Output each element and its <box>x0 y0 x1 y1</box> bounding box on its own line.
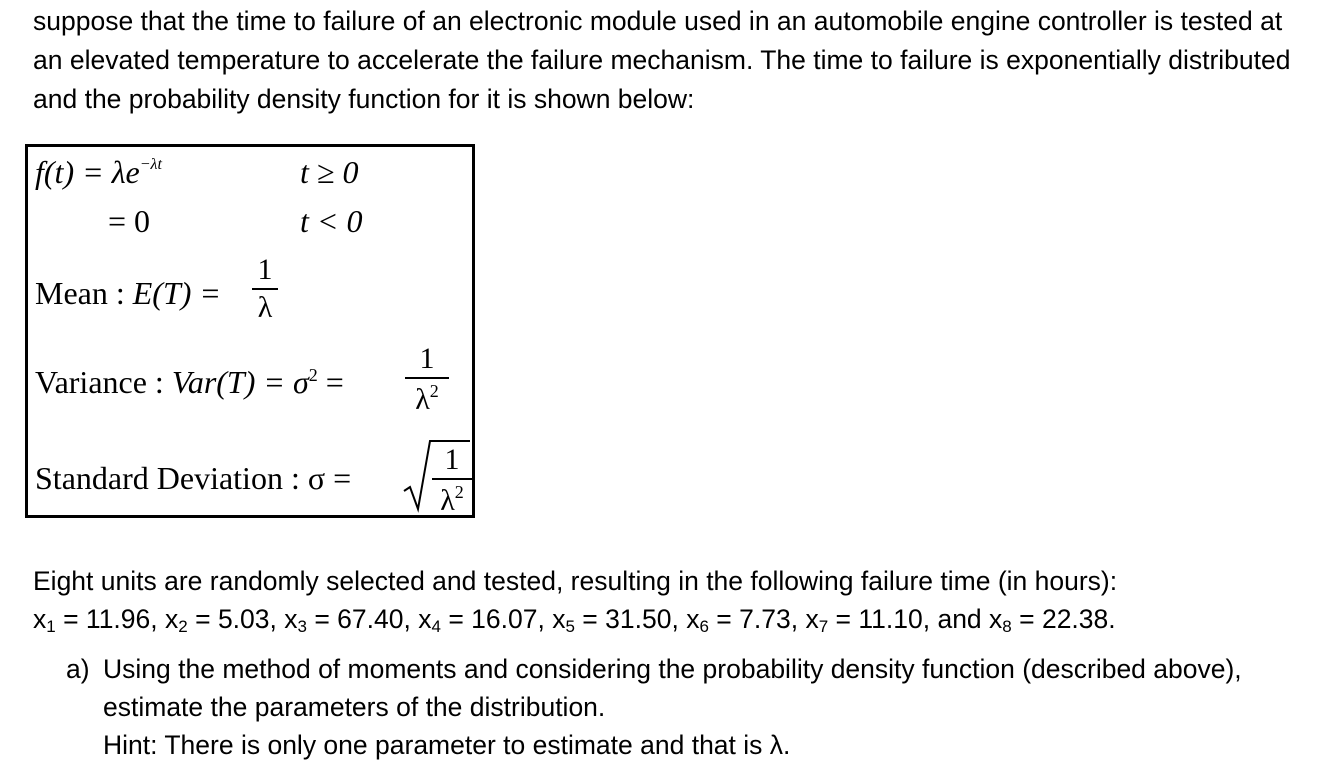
data-intro: Eight units are randomly selected and tested, resulting in the following failure time (in hours): <box>33 566 1118 596</box>
observation: $x_8 = 22.38$ <box>989 604 1109 636</box>
pdf-condition-1: t ≥ 0 <box>300 154 359 190</box>
observation-value: 31.50 <box>605 604 672 634</box>
observation-variable: x <box>989 604 1003 634</box>
pdf-exponent: −λt <box>139 156 162 173</box>
variance-expression: Var(T) = σ <box>171 364 309 400</box>
observation: $x_3 = 67.40$ <box>284 604 404 636</box>
question-a-text: Using the method of moments and considering the probability density function (described above), estimate the parameters of the distribution. <box>103 654 1242 722</box>
observation: $x_6 = 7.73$ <box>686 604 791 636</box>
formula-box <box>25 144 475 518</box>
observation-value: 5.03 <box>217 604 270 634</box>
observation-variable: x <box>805 604 819 634</box>
observation-value: 11.10 <box>858 604 923 634</box>
variance-numerator: 1 <box>419 342 435 375</box>
observation-conjunction: and <box>937 604 990 634</box>
observation-value: 11.96 <box>85 604 151 634</box>
sd-numerator: 1 <box>444 443 460 476</box>
observation-index: 8 <box>1002 617 1012 636</box>
variance-fraction <box>405 344 449 415</box>
observations-line: $x_1 = 11.96$, $x_2 = 5.03$, $x_3 = 67.40$, $x_4 = 16.07$, $x_5 = 31.50$, $x_6 = 7.73$, $x_7 = 11.10$, and $x_8 = 22.38$. <box>33 604 1116 636</box>
sd-denominator-square: 2 <box>454 482 464 502</box>
observation-index: 7 <box>818 617 829 636</box>
observation-value: 22.38 <box>1041 604 1109 634</box>
observation-variable: x <box>686 604 700 634</box>
variance-denominator-square: 2 <box>429 381 439 401</box>
sd-fraction <box>432 445 472 516</box>
pdf-lhs: f(t) = λe <box>35 154 140 190</box>
variance-equals: = <box>317 364 344 400</box>
mean-numerator: 1 <box>257 253 273 286</box>
observation: $x_1 = 11.96$ <box>33 604 151 636</box>
observation-index: 6 <box>699 617 709 636</box>
observation: $x_7 = 11.10$ <box>805 604 923 636</box>
observation-index: 1 <box>46 617 56 636</box>
observation-variable: x <box>418 604 432 634</box>
pdf-condition-2: t < 0 <box>300 203 363 239</box>
observation-index: 4 <box>431 617 441 636</box>
sd-formula: Standard Deviation : σ = <box>35 460 352 496</box>
mean-formula <box>35 277 221 309</box>
observation: $x_4 = 16.07$ <box>418 604 538 636</box>
data-paragraph <box>33 562 1313 646</box>
intro-paragraph: suppose that the time to failure of an electronic module used in an automobile engine controller is tested at an elevated temperature to accelerate the failure mechanism. The time to failure is exponentially distributed and the probability density function for it is shown below: <box>33 6 1291 114</box>
pdf-formula <box>35 156 162 188</box>
variance-denominator: λ <box>415 383 430 416</box>
variance-formula <box>35 366 344 398</box>
observation-variable: x <box>552 604 566 634</box>
mean-expression: E(T) = <box>132 275 221 311</box>
observation-variable: x <box>284 604 298 634</box>
observation-value: 16.07 <box>471 604 538 634</box>
pdf-zero: = 0 <box>108 203 151 239</box>
observation-index: 3 <box>297 617 307 636</box>
variance-square: 2 <box>308 365 318 385</box>
mean-denominator: λ <box>257 291 273 324</box>
observation-index: 2 <box>178 617 188 636</box>
observation-value: 7.73 <box>739 604 791 634</box>
observation-value: 67.40 <box>337 604 404 634</box>
sd-denominator: λ <box>440 484 455 517</box>
observation-index: 5 <box>565 617 575 636</box>
mean-label: Mean : <box>35 275 133 311</box>
observation: $x_5 = 31.50$ <box>552 604 672 636</box>
observation: $x_2 = 5.03$ <box>165 604 270 636</box>
variance-label: Variance : <box>35 364 172 400</box>
question-a-hint: Hint: There is only one parameter to estimate and that is λ. <box>103 730 791 760</box>
mean-fraction <box>252 255 278 323</box>
observation-variable: x <box>33 604 47 634</box>
observation-variable: x <box>165 604 179 634</box>
question-a-label: a) <box>66 654 90 684</box>
